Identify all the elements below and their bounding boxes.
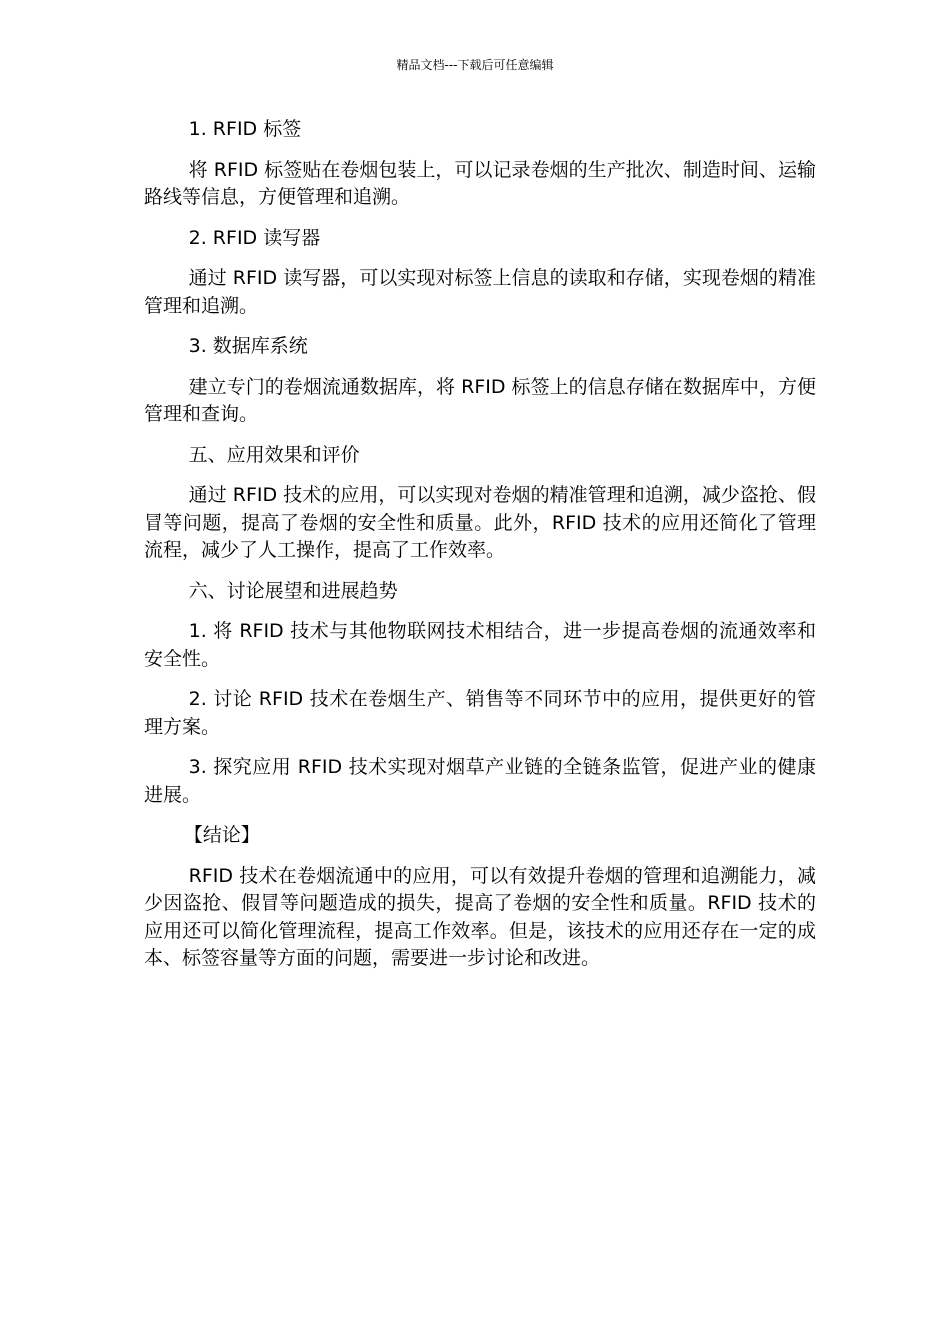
paragraph-outlook-2: 2. 讨论 RFID 技术在卷烟生产、销售等不同环节中的应用，提供更好的管理方案。 (144, 688, 816, 738)
section-heading-database: 3. 数据库系统 (188, 335, 308, 357)
paragraph-rfid-tag: 将 RFID 标签贴在卷烟包装上，可以记录卷烟的生产批次、制造时间、运输路线等信息，方便管理和追溯。 (144, 158, 816, 208)
paragraph-effects: 通过 RFID 技术的应用，可以实现对卷烟的精准管理和追溯，减少盗抢、假冒等问题，提高了卷烟的安全性和质量。此外，RFID 技术的应用还简化了管理流程，减少了人工操作，提高了工作效率。 (144, 484, 816, 561)
paragraph-conclusion: RFID 技术在卷烟流通中的应用，可以有效提升卷烟的管理和追溯能力，减少因盗抢、假冒等问题造成的损失，提高了卷烟的安全性和质量。RFID 技术的应用还可以简化管理流程，提高工作效率。但是，该技术的应用还存在一定的成本、标签容量等方面的问题，需要进一步讨论和改进。 (144, 864, 816, 969)
page-header: 精品文档---下载后可任意编辑 (396, 58, 554, 72)
paragraph-outlook-3: 3. 探究应用 RFID 技术实现对烟草产业链的全链条监管，促进产业的健康进展。 (144, 756, 816, 806)
paragraph-database: 建立专门的卷烟流通数据库，将 RFID 标签上的信息存储在数据库中，方便管理和查询。 (144, 375, 816, 425)
document-body (144, 116, 816, 986)
section-heading-effects: 五、应用效果和评价 (188, 443, 360, 466)
paragraph-rfid-reader: 通过 RFID 读写器，可以实现对标签上信息的读取和存储，实现卷烟的精准管理和追溯。 (144, 267, 816, 317)
section-heading-conclusion: 【结论】 (183, 824, 260, 846)
paragraph-outlook-1: 1. 将 RFID 技术与其他物联网技术相结合，进一步提高卷烟的流通效率和安全性。 (144, 620, 816, 670)
section-heading-rfid-reader: 2. RFID 读写器 (188, 226, 321, 249)
section-heading-outlook: 六、讨论展望和进展趋势 (188, 579, 398, 602)
section-heading-rfid-tag: 1. RFID 标签 (188, 118, 302, 140)
